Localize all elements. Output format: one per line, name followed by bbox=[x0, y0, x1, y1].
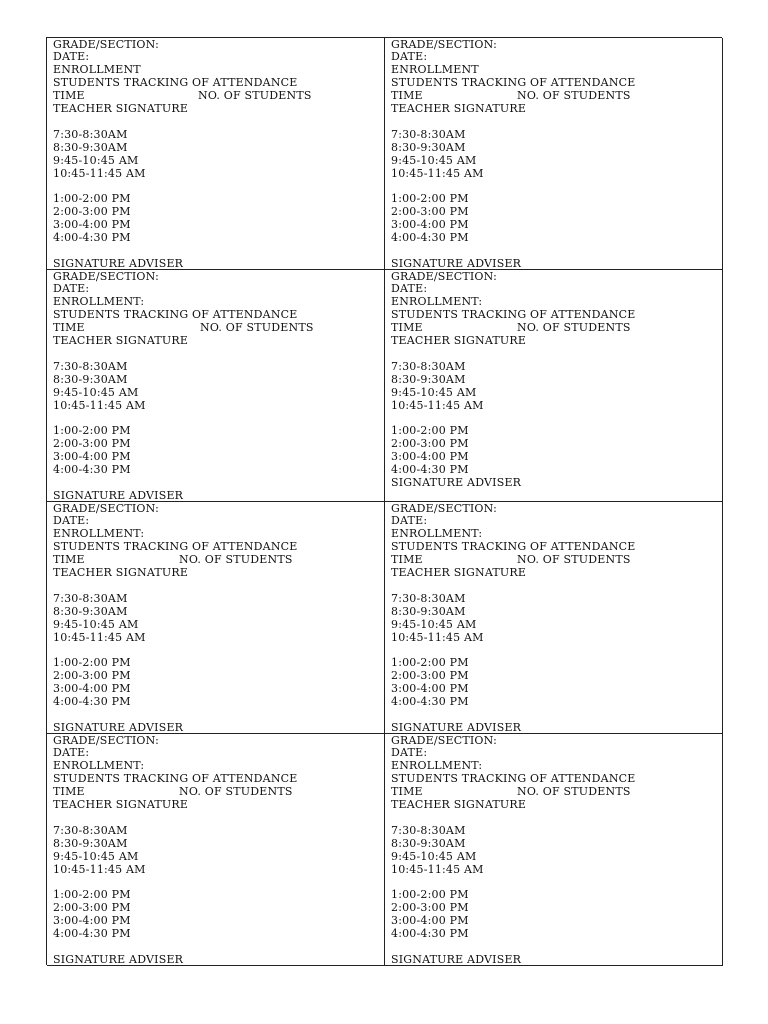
grade-section-label: GRADE/SECTION: bbox=[391, 734, 497, 747]
enrollment-label: ENROLLMENT: bbox=[53, 759, 145, 773]
time-label: TIME bbox=[53, 785, 85, 799]
signature-adviser-label: SIGNATURE ADVISER bbox=[391, 720, 522, 734]
form-title: STUDENTS TRACKING OF ATTENDANCE bbox=[53, 772, 298, 786]
afternoon-time-slot: 1:00-2:00 PM bbox=[53, 888, 131, 902]
afternoon-time-slot: 2:00-3:00 PM bbox=[53, 437, 131, 451]
morning-time-slot: 10:45-11:45 AM bbox=[53, 398, 146, 412]
morning-time-slot: 7:30-8:30AM bbox=[53, 127, 128, 141]
attendance-card bbox=[47, 502, 385, 734]
afternoon-time-slot: 3:00-4:00 PM bbox=[391, 682, 469, 696]
enrollment-label: ENROLLMENT: bbox=[53, 527, 145, 541]
teacher-signature-label: TEACHER SIGNATURE bbox=[53, 566, 189, 579]
attendance-card bbox=[47, 270, 385, 502]
date-label: DATE: bbox=[391, 746, 428, 760]
attendance-card bbox=[385, 38, 723, 270]
grade-section-label: GRADE/SECTION: bbox=[391, 38, 497, 51]
time-label: TIME bbox=[391, 785, 423, 799]
afternoon-time-slot: 4:00-4:30 PM bbox=[53, 927, 131, 940]
afternoon-time-slot: 1:00-2:00 PM bbox=[53, 192, 131, 206]
signature-adviser-label: SIGNATURE ADVISER bbox=[53, 720, 184, 734]
afternoon-time-slot: 1:00-2:00 PM bbox=[391, 656, 469, 670]
no-of-students-label: NO. OF STUDENTS bbox=[517, 553, 631, 567]
morning-time-slot: 9:45-10:45 AM bbox=[53, 617, 139, 631]
morning-time-slot: 7:30-8:30AM bbox=[391, 591, 466, 605]
afternoon-time-slot: 3:00-4:00 PM bbox=[53, 450, 131, 464]
teacher-signature-label: TEACHER SIGNATURE bbox=[391, 566, 527, 579]
grade-section-label: GRADE/SECTION: bbox=[53, 502, 159, 515]
signature-adviser-label: SIGNATURE ADVISER bbox=[53, 256, 184, 270]
morning-time-slot: 10:45-11:45 AM bbox=[391, 398, 484, 412]
morning-time-slot: 10:45-11:45 AM bbox=[391, 166, 484, 180]
afternoon-time-slot: 4:00-4:30 PM bbox=[53, 463, 131, 476]
grade-section-label: GRADE/SECTION: bbox=[391, 502, 497, 515]
no-of-students-label: NO. OF STUDENTS bbox=[179, 785, 293, 799]
afternoon-time-slot: 1:00-2:00 PM bbox=[391, 424, 469, 438]
teacher-signature-label: TEACHER SIGNATURE bbox=[391, 102, 527, 115]
morning-time-slot: 7:30-8:30AM bbox=[391, 823, 466, 837]
afternoon-time-slot: 4:00-4:30 PM bbox=[391, 695, 469, 708]
enrollment-label: ENROLLMENT: bbox=[391, 295, 483, 309]
morning-time-slot: 10:45-11:45 AM bbox=[53, 166, 146, 180]
afternoon-time-slot: 3:00-4:00 PM bbox=[391, 218, 469, 232]
teacher-signature-label: TEACHER SIGNATURE bbox=[53, 334, 189, 347]
form-title: STUDENTS TRACKING OF ATTENDANCE bbox=[53, 76, 298, 90]
attendance-card bbox=[47, 38, 385, 270]
morning-time-slot: 8:30-9:30AM bbox=[53, 836, 128, 850]
morning-time-slot: 10:45-11:45 AM bbox=[53, 630, 146, 644]
afternoon-time-slot: 1:00-2:00 PM bbox=[53, 424, 131, 438]
enrollment-label: ENROLLMENT: bbox=[53, 295, 145, 309]
enrollment-label: ENROLLMENT: bbox=[391, 759, 483, 773]
date-label: DATE: bbox=[391, 282, 428, 296]
grade-section-label: GRADE/SECTION: bbox=[53, 270, 159, 283]
morning-time-slot: 9:45-10:45 AM bbox=[53, 153, 139, 167]
afternoon-time-slot: 4:00-4:30 PM bbox=[391, 927, 469, 940]
afternoon-time-slot: 2:00-3:00 PM bbox=[391, 437, 469, 451]
morning-time-slot: 9:45-10:45 AM bbox=[391, 153, 477, 167]
morning-time-slot: 9:45-10:45 AM bbox=[53, 385, 139, 399]
morning-time-slot: 8:30-9:30AM bbox=[391, 604, 466, 618]
no-of-students-label: NO. OF STUDENTS bbox=[200, 321, 314, 335]
morning-time-slot: 8:30-9:30AM bbox=[391, 140, 466, 154]
afternoon-time-slot: 2:00-3:00 PM bbox=[391, 669, 469, 683]
afternoon-time-slot: 2:00-3:00 PM bbox=[53, 669, 131, 683]
afternoon-time-slot: 3:00-4:00 PM bbox=[53, 914, 131, 928]
afternoon-time-slot: 4:00-4:30 PM bbox=[391, 231, 469, 244]
attendance-card bbox=[385, 270, 723, 502]
afternoon-time-slot: 3:00-4:00 PM bbox=[391, 450, 469, 464]
grade-section-label: GRADE/SECTION: bbox=[53, 38, 159, 51]
grade-section-label: GRADE/SECTION: bbox=[391, 270, 497, 283]
teacher-signature-label: TEACHER SIGNATURE bbox=[53, 102, 189, 115]
attendance-card bbox=[385, 734, 723, 966]
date-label: DATE: bbox=[391, 50, 428, 64]
date-label: DATE: bbox=[53, 282, 90, 296]
morning-time-slot: 7:30-8:30AM bbox=[53, 823, 128, 837]
afternoon-time-slot: 3:00-4:00 PM bbox=[53, 218, 131, 232]
time-label: TIME bbox=[391, 89, 423, 103]
enrollment-label: ENROLLMENT bbox=[391, 63, 479, 77]
morning-time-slot: 9:45-10:45 AM bbox=[391, 385, 477, 399]
time-label: TIME bbox=[53, 553, 85, 567]
teacher-signature-label: TEACHER SIGNATURE bbox=[53, 798, 189, 811]
no-of-students-label: NO. OF STUDENTS bbox=[517, 89, 631, 103]
afternoon-time-slot: 2:00-3:00 PM bbox=[391, 901, 469, 915]
morning-time-slot: 7:30-8:30AM bbox=[53, 591, 128, 605]
date-label: DATE: bbox=[53, 514, 90, 528]
form-title: STUDENTS TRACKING OF ATTENDANCE bbox=[53, 540, 298, 554]
afternoon-time-slot: 2:00-3:00 PM bbox=[391, 205, 469, 219]
afternoon-time-slot: 4:00-4:30 PM bbox=[53, 231, 131, 244]
signature-adviser-label: SIGNATURE ADVISER bbox=[391, 475, 522, 489]
morning-time-slot: 7:30-8:30AM bbox=[391, 359, 466, 373]
date-label: DATE: bbox=[53, 746, 90, 760]
form-title: STUDENTS TRACKING OF ATTENDANCE bbox=[53, 308, 298, 322]
attendance-card bbox=[385, 502, 723, 734]
time-label: TIME bbox=[391, 553, 423, 567]
afternoon-time-slot: 2:00-3:00 PM bbox=[53, 901, 131, 915]
morning-time-slot: 10:45-11:45 AM bbox=[53, 862, 146, 876]
morning-time-slot: 8:30-9:30AM bbox=[53, 140, 128, 154]
morning-time-slot: 10:45-11:45 AM bbox=[391, 630, 484, 644]
teacher-signature-label: TEACHER SIGNATURE bbox=[391, 334, 527, 347]
no-of-students-label: NO. OF STUDENTS bbox=[517, 321, 631, 335]
date-label: DATE: bbox=[53, 50, 90, 64]
signature-adviser-label: SIGNATURE ADVISER bbox=[391, 952, 522, 966]
grade-section-label: GRADE/SECTION: bbox=[53, 734, 159, 747]
enrollment-label: ENROLLMENT bbox=[53, 63, 141, 77]
no-of-students-label: NO. OF STUDENTS bbox=[198, 89, 312, 103]
time-label: TIME bbox=[53, 89, 85, 103]
time-label: TIME bbox=[391, 321, 423, 335]
signature-adviser-label: SIGNATURE ADVISER bbox=[391, 256, 522, 270]
date-label: DATE: bbox=[391, 514, 428, 528]
morning-time-slot: 9:45-10:45 AM bbox=[391, 617, 477, 631]
form-title: STUDENTS TRACKING OF ATTENDANCE bbox=[391, 772, 636, 786]
form-title: STUDENTS TRACKING OF ATTENDANCE bbox=[391, 308, 636, 322]
afternoon-time-slot: 4:00-4:30 PM bbox=[391, 463, 469, 476]
no-of-students-label: NO. OF STUDENTS bbox=[517, 785, 631, 799]
morning-time-slot: 9:45-10:45 AM bbox=[391, 849, 477, 863]
morning-time-slot: 10:45-11:45 AM bbox=[391, 862, 484, 876]
signature-adviser-label: SIGNATURE ADVISER bbox=[53, 952, 184, 966]
enrollment-label: ENROLLMENT: bbox=[391, 527, 483, 541]
afternoon-time-slot: 1:00-2:00 PM bbox=[391, 888, 469, 902]
form-title: STUDENTS TRACKING OF ATTENDANCE bbox=[391, 76, 636, 90]
morning-time-slot: 7:30-8:30AM bbox=[391, 127, 466, 141]
morning-time-slot: 7:30-8:30AM bbox=[53, 359, 128, 373]
afternoon-time-slot: 1:00-2:00 PM bbox=[391, 192, 469, 206]
morning-time-slot: 8:30-9:30AM bbox=[391, 372, 466, 386]
signature-adviser-label: SIGNATURE ADVISER bbox=[53, 488, 184, 502]
morning-time-slot: 8:30-9:30AM bbox=[53, 604, 128, 618]
form-title: STUDENTS TRACKING OF ATTENDANCE bbox=[391, 540, 636, 554]
attendance-card bbox=[47, 734, 385, 966]
afternoon-time-slot: 4:00-4:30 PM bbox=[53, 695, 131, 708]
afternoon-time-slot: 2:00-3:00 PM bbox=[53, 205, 131, 219]
afternoon-time-slot: 3:00-4:00 PM bbox=[53, 682, 131, 696]
teacher-signature-label: TEACHER SIGNATURE bbox=[391, 798, 527, 811]
morning-time-slot: 8:30-9:30AM bbox=[53, 372, 128, 386]
afternoon-time-slot: 3:00-4:00 PM bbox=[391, 914, 469, 928]
afternoon-time-slot: 1:00-2:00 PM bbox=[53, 656, 131, 670]
no-of-students-label: NO. OF STUDENTS bbox=[179, 553, 293, 567]
time-label: TIME bbox=[53, 321, 85, 335]
morning-time-slot: 9:45-10:45 AM bbox=[53, 849, 139, 863]
attendance-form-sheet bbox=[46, 37, 722, 965]
morning-time-slot: 8:30-9:30AM bbox=[391, 836, 466, 850]
